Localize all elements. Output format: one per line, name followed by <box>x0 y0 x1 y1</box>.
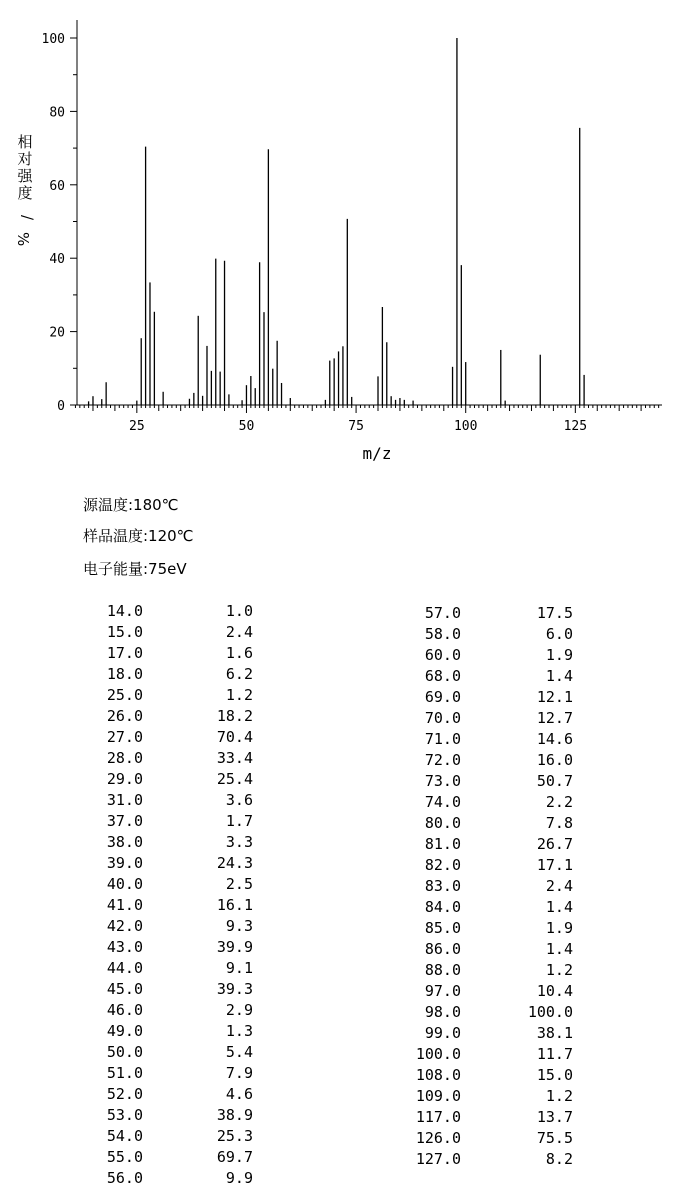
mz-value: 17.0 <box>106 644 143 662</box>
mz-value: 71.0 <box>424 730 461 748</box>
mz-value: 69.0 <box>424 688 461 706</box>
y-axis-label: 相对强度/ % <box>13 133 37 247</box>
x-tick-label: 75 <box>348 419 364 434</box>
mz-value: 44.0 <box>106 959 143 977</box>
mz-value: 58.0 <box>424 625 461 643</box>
sample-temperature: 样品温度:120℃ <box>83 527 194 545</box>
abundance-value: 16.1 <box>216 896 253 914</box>
y-tick-label: 100 <box>41 32 65 47</box>
abundance-value: 1.2 <box>545 1087 573 1105</box>
mz-value: 37.0 <box>106 812 143 830</box>
y-tick-label: 40 <box>49 252 65 268</box>
abundance-value: 3.3 <box>225 833 253 851</box>
abundance-value: 1.4 <box>545 940 573 958</box>
mz-value: 25.0 <box>106 686 143 704</box>
mz-value: 82.0 <box>424 856 461 874</box>
x-tick-label: 100 <box>453 419 478 434</box>
x-tick-label: 25 <box>129 419 145 434</box>
abundance-value: 8.2 <box>545 1150 573 1168</box>
peaks <box>89 38 585 405</box>
mz-value: 100.0 <box>415 1045 461 1063</box>
abundance-value: 9.1 <box>225 959 253 977</box>
abundance-value: 1.3 <box>225 1022 253 1040</box>
mz-value: 85.0 <box>424 919 461 937</box>
abundance-value: 17.1 <box>536 856 573 874</box>
mz-value: 108.0 <box>415 1066 461 1084</box>
mz-value: 84.0 <box>424 898 461 916</box>
abundance-value: 2.2 <box>545 793 573 811</box>
abundance-value: 4.6 <box>225 1085 253 1103</box>
mz-value: 39.0 <box>106 854 143 872</box>
mz-value: 70.0 <box>424 709 461 727</box>
abundance-value: 7.9 <box>225 1064 253 1082</box>
mz-value: 83.0 <box>424 877 461 895</box>
abundance-value: 69.7 <box>216 1148 253 1166</box>
mz-value: 15.0 <box>106 623 143 641</box>
mz-value: 109.0 <box>415 1087 461 1105</box>
abundance-value: 39.9 <box>216 938 253 956</box>
abundance-value: 38.9 <box>216 1106 253 1124</box>
abundance-value: 12.7 <box>536 709 573 727</box>
abundance-value: 100.0 <box>527 1003 573 1021</box>
mz-value: 80.0 <box>424 814 461 832</box>
abundance-value: 14.6 <box>536 730 573 748</box>
mz-value: 60.0 <box>424 646 461 664</box>
abundance-value: 16.0 <box>536 751 573 769</box>
y-tick-label: 20 <box>49 325 65 341</box>
abundance-value: 17.5 <box>536 604 573 622</box>
mz-value: 45.0 <box>106 980 143 998</box>
mz-value: 55.0 <box>106 1148 143 1166</box>
mz-value: 86.0 <box>424 940 461 958</box>
abundance-value: 6.0 <box>545 625 573 643</box>
mz-value: 117.0 <box>415 1108 461 1126</box>
abundance-value: 1.4 <box>545 667 573 685</box>
abundance-value: 38.1 <box>536 1024 573 1042</box>
abundance-value: 33.4 <box>216 749 253 767</box>
mz-value: 31.0 <box>106 791 143 809</box>
x-tick-label: 50 <box>238 419 255 434</box>
mz-value: 42.0 <box>106 917 143 935</box>
source-temperature: 源温度:180℃ <box>83 496 179 514</box>
mz-value: 73.0 <box>424 772 461 790</box>
abundance-value: 2.4 <box>545 877 573 895</box>
y-tick-label: 80 <box>49 105 65 121</box>
axes <box>70 20 662 413</box>
y-tick-label: 0 <box>57 399 65 414</box>
mz-value: 57.0 <box>424 604 461 622</box>
abundance-value: 1.6 <box>225 644 253 662</box>
mz-value: 29.0 <box>106 770 143 788</box>
mz-value: 99.0 <box>424 1024 461 1042</box>
mz-value: 18.0 <box>106 665 143 683</box>
mz-value: 26.0 <box>106 707 143 725</box>
mz-value: 54.0 <box>106 1127 143 1145</box>
abundance-value: 25.3 <box>216 1127 253 1145</box>
abundance-value: 13.7 <box>536 1108 573 1126</box>
mz-value: 126.0 <box>415 1129 461 1147</box>
mz-value: 97.0 <box>424 982 461 1000</box>
x-axis-label: m/z <box>362 444 392 463</box>
x-tick-label: 125 <box>563 419 588 434</box>
mz-value: 88.0 <box>424 961 461 979</box>
abundance-value: 15.0 <box>536 1066 573 1084</box>
mz-value: 38.0 <box>106 833 143 851</box>
abundance-value: 24.3 <box>216 854 253 872</box>
abundance-value: 1.2 <box>545 961 573 979</box>
y-tick-label: 60 <box>49 178 65 194</box>
mz-value: 46.0 <box>106 1001 143 1019</box>
abundance-value: 75.5 <box>536 1129 573 1147</box>
abundance-value: 2.9 <box>225 1001 253 1019</box>
abundance-value: 1.9 <box>545 646 573 664</box>
abundance-value: 11.7 <box>536 1045 573 1063</box>
mz-value: 72.0 <box>424 751 461 769</box>
mz-value: 127.0 <box>415 1150 461 1168</box>
abundance-value: 2.4 <box>225 623 253 641</box>
abundance-value: 70.4 <box>216 728 253 746</box>
abundance-value: 5.4 <box>225 1043 253 1061</box>
mz-value: 51.0 <box>106 1064 143 1082</box>
mz-value: 52.0 <box>106 1085 143 1103</box>
mz-value: 27.0 <box>106 728 143 746</box>
mz-value: 68.0 <box>424 667 461 685</box>
abundance-value: 12.1 <box>536 688 573 706</box>
abundance-value: 3.6 <box>225 791 253 809</box>
abundance-value: 2.5 <box>225 875 253 893</box>
abundance-value: 9.9 <box>225 1169 253 1187</box>
abundance-value: 1.9 <box>545 919 573 937</box>
mz-value: 53.0 <box>106 1106 143 1124</box>
mz-value: 43.0 <box>106 938 143 956</box>
mz-value: 49.0 <box>106 1022 143 1040</box>
mz-value: 28.0 <box>106 749 143 767</box>
abundance-value: 25.4 <box>216 770 253 788</box>
abundance-value: 1.0 <box>225 602 253 620</box>
mz-value: 14.0 <box>106 602 143 620</box>
abundance-value: 50.7 <box>536 772 573 790</box>
abundance-value: 1.4 <box>545 898 573 916</box>
abundance-value: 39.3 <box>216 980 253 998</box>
abundance-value: 1.2 <box>225 686 253 704</box>
abundance-value: 1.7 <box>225 812 253 830</box>
abundance-value: 9.3 <box>225 917 253 935</box>
mz-value: 56.0 <box>106 1169 143 1187</box>
abundance-value: 26.7 <box>536 835 573 853</box>
mz-value: 41.0 <box>106 896 143 914</box>
mz-value: 74.0 <box>424 793 461 811</box>
mz-value: 81.0 <box>424 835 461 853</box>
mz-value: 98.0 <box>424 1003 461 1021</box>
abundance-value: 6.2 <box>225 665 253 683</box>
mz-value: 40.0 <box>106 875 143 893</box>
electron-energy: 电子能量:75eV <box>83 560 187 578</box>
abundance-value: 18.2 <box>216 707 253 725</box>
mass-spectrum-chart <box>0 0 687 470</box>
abundance-value: 7.8 <box>545 814 573 832</box>
mz-value: 50.0 <box>106 1043 143 1061</box>
abundance-value: 10.4 <box>536 982 573 1000</box>
